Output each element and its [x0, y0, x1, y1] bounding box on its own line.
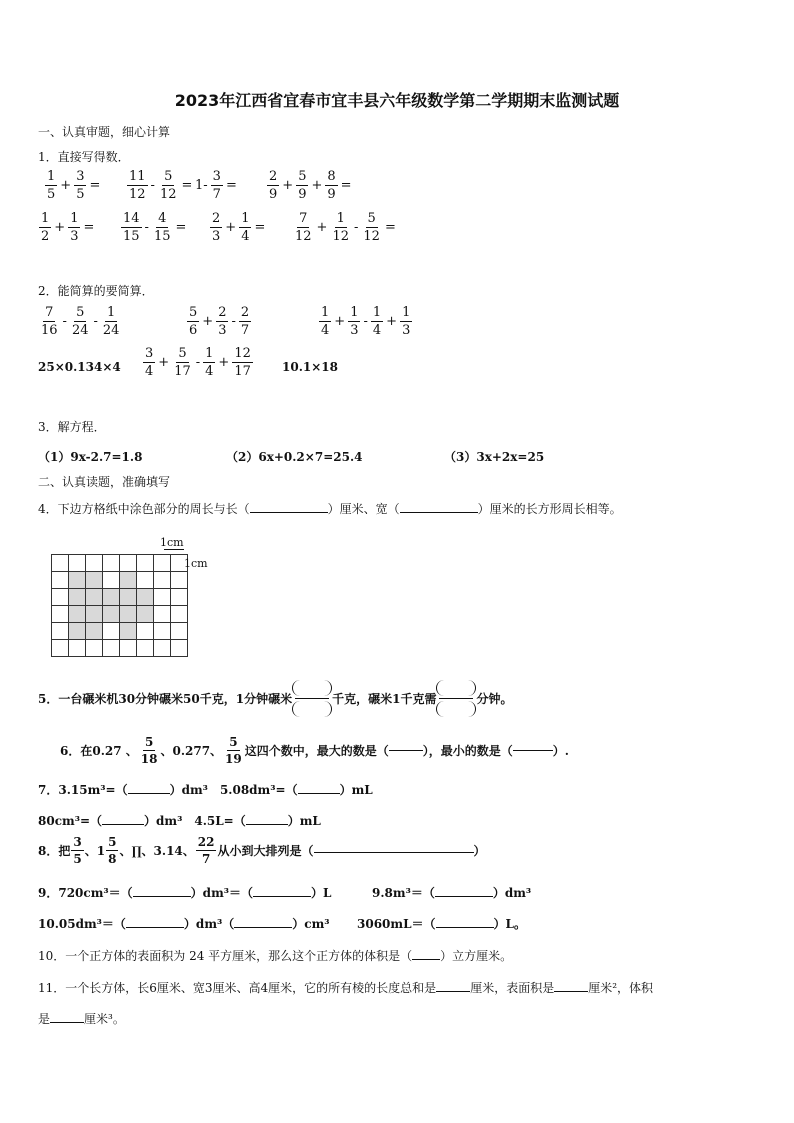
q1-expr-1: $\frac{1}{5}$ + $\frac{3}{5}$ =: [47, 169, 101, 202]
q9-text-1a: 9．720cm³＝（: [38, 886, 133, 900]
q6-text-c: 这四个数中，最大的数是（: [244, 744, 389, 758]
section-1-heading: 一、认真审题，细心计算: [38, 125, 171, 139]
q9-text-1d: 9.8m³＝（: [372, 886, 435, 900]
q9-blank-5[interactable]: [234, 927, 292, 928]
q10-text-b: ）立方厘米。: [440, 949, 513, 963]
q7-text-2b: ）dm³ 4.5L=（: [144, 814, 246, 828]
q3-equation-3: （3）3x+2x=25: [444, 450, 545, 464]
question-1-label: 1．直接写得数．: [38, 150, 130, 164]
q4-blank-length[interactable]: [250, 512, 328, 513]
q9-text-2c: ）cm³: [292, 917, 330, 931]
q11-blank-volume[interactable]: [50, 1022, 84, 1023]
q1-expr-6: $\frac{14}{15}$ - $\frac{4}{15}$ =: [123, 211, 187, 244]
question-4: [38, 500, 622, 517]
q6-text-e: ）.: [552, 744, 569, 758]
page-title: 2023年江西省宜春市宜丰县六年级数学第二学期期末监测试题: [174, 91, 620, 110]
q1-expr-7: $\frac{2}{3}$ + $\frac{1}{4}$ =: [212, 211, 266, 244]
question-7-line-2: [38, 812, 321, 829]
q5-blank-fraction-2[interactable]: [436, 680, 476, 717]
grid-unit-label-top: 1cm: [160, 536, 184, 549]
q11-blank-area[interactable]: [554, 991, 588, 992]
q8-text-b: 、1: [84, 844, 106, 858]
q11-text-a: 11．一个长方体，长6厘米、宽3厘米、高4厘米，它的所有棱的长度总和是: [38, 981, 437, 995]
question-3-label: 3．解方程．: [38, 420, 106, 434]
q9-text-2b: ）dm³（: [183, 917, 235, 931]
q11-blank-edges[interactable]: [436, 991, 470, 992]
q2-expr-5: $\frac{3}{4}$ + $\frac{5}{17}$ - $\frac{1}{4}$ + $\frac{12}{17}$: [145, 346, 251, 379]
q5-text-b: 千克，碾米1千克需: [332, 692, 437, 706]
q11-text-e: 厘米³。: [84, 1012, 125, 1026]
q6-blank-min[interactable]: [513, 750, 553, 751]
q11-text-d: 是: [38, 1012, 51, 1026]
q10-blank-volume[interactable]: [412, 959, 440, 960]
q4-text-b: ）厘米、宽（: [327, 502, 400, 516]
q9-text-2e: ）L。: [493, 917, 526, 931]
q7-text-1b: ）dm³ 5.08dm³=（: [169, 783, 298, 797]
q6-text-a: 6．在0.27 、: [60, 744, 138, 758]
q2-expr-4: 25×0.134×4: [38, 360, 121, 374]
q6-blank-max[interactable]: [389, 750, 423, 751]
question-9-line-1-right: [372, 884, 531, 901]
q7-blank-2[interactable]: [298, 793, 340, 794]
q5-text-c: 分钟。: [476, 692, 513, 706]
q9-text-1c: ）L: [311, 886, 332, 900]
q7-text-1c: ）mL: [339, 783, 373, 797]
q3-equation-1: （1）9x-2.7=1.8: [38, 450, 143, 464]
q5-text-a: 5．一台碾米机30分钟碾米50千克，1分钟碾米: [38, 692, 293, 706]
q7-text-1a: 7．3.15m³=（: [38, 783, 128, 797]
q10-text-a: 10．一个正方体的表面积为 24 平方厘米，那么这个正方体的体积是（: [38, 949, 413, 963]
q1-expr-5: $\frac{1}{2}$ + $\frac{1}{3}$ =: [41, 211, 95, 244]
question-10: [38, 947, 512, 964]
shaded-grid-figure: [51, 554, 188, 657]
q2-expr-1: $\frac{7}{16}$ - $\frac{5}{24}$ - $\frac{1}{24}$: [41, 305, 120, 338]
q6-text-b: 、0.277、: [160, 744, 223, 758]
q1-expr-8: $\frac{7}{12}$ + $\frac{1}{12}$ - $\frac{5}{12}$ =: [295, 211, 396, 244]
q7-text-2c: ）mL: [287, 814, 321, 828]
q9-blank-2[interactable]: [253, 896, 311, 897]
q8-text-d: 从小到大排列是（: [217, 844, 314, 858]
q1-expr-2: $\frac{11}{12}$ - $\frac{5}{12}$ =: [129, 169, 193, 202]
q11-text-c: 厘米²，体积: [588, 981, 654, 995]
question-9-line-1: [38, 884, 331, 901]
q9-text-1e: ）dm³: [492, 886, 532, 900]
q8-text-c: 、∏、3.14、: [119, 844, 195, 858]
q9-text-2d: 3060mL＝（: [357, 917, 436, 931]
question-6: 6．在0.27 、 $\frac{5}{18}$ 、0.277、 $\frac{5}{19}$ 这四个数中，最大的数是（ ），最小的数是（ ）.: [60, 735, 569, 766]
grid-unit-label-side: 1cm: [184, 557, 208, 570]
q11-text-b: 厘米，表面积是: [470, 981, 555, 995]
question-9-line-2-right: [357, 915, 526, 932]
question-11-line-2: [38, 1010, 125, 1027]
q8-text-a: 8．把: [38, 844, 71, 858]
q3-equation-2: （2）6x+0.2×7=25.4: [226, 450, 363, 464]
q1-expr-3: 1- $\frac{3}{7}$ =: [195, 169, 237, 202]
q4-text-c: ）厘米的长方形周长相等。: [477, 502, 622, 516]
q9-blank-4[interactable]: [126, 927, 184, 928]
question-2-label: 2．能简算的要简算．: [38, 284, 154, 298]
q9-blank-3[interactable]: [435, 896, 493, 897]
question-7-line-1: [38, 781, 373, 798]
q4-blank-width[interactable]: [400, 512, 478, 513]
q7-blank-1[interactable]: [128, 793, 170, 794]
q2-expr-2: $\frac{5}{6}$ + $\frac{2}{3}$ - $\frac{2}{7}$: [189, 305, 250, 338]
question-11-line-1: [38, 979, 653, 996]
q6-text-d: ），最小的数是（: [422, 744, 513, 758]
q9-blank-1[interactable]: [133, 896, 191, 897]
grid-unit-bracket-top: [164, 549, 184, 550]
q9-text-2a: 10.05dm³＝（: [38, 917, 126, 931]
q8-text-e: ）: [473, 844, 486, 858]
q9-text-1b: ）dm³＝（: [190, 886, 254, 900]
question-8: 8．把 $\frac{3}{5}$ 、1 $\frac{5}{8}$ 、∏、3.14、 $\frac{22}{7}$ 从小到大排列是（ ）: [38, 835, 486, 866]
q8-blank-order[interactable]: [314, 852, 474, 853]
q5-blank-fraction-1[interactable]: [292, 680, 332, 717]
section-2-heading: 二、认真读题，准确填写: [38, 475, 171, 489]
q2-expr-6: 10.1×18: [282, 360, 338, 374]
q7-blank-3[interactable]: [102, 824, 144, 825]
q1-expr-4: $\frac{2}{9}$ + $\frac{5}{9}$ + $\frac{8}{9}$ =: [269, 169, 352, 202]
q7-blank-4[interactable]: [246, 824, 288, 825]
q7-text-2a: 80cm³=（: [38, 814, 103, 828]
q9-blank-6[interactable]: [436, 927, 494, 928]
q4-text-a: 4．下边方格纸中涂色部分的周长与长（: [38, 502, 250, 516]
question-5: [38, 680, 512, 717]
question-9-line-2: [38, 915, 330, 932]
q2-expr-3: $\frac{1}{4}$ + $\frac{1}{3}$ - $\frac{1}{4}$ + $\frac{1}{3}$: [321, 305, 411, 338]
